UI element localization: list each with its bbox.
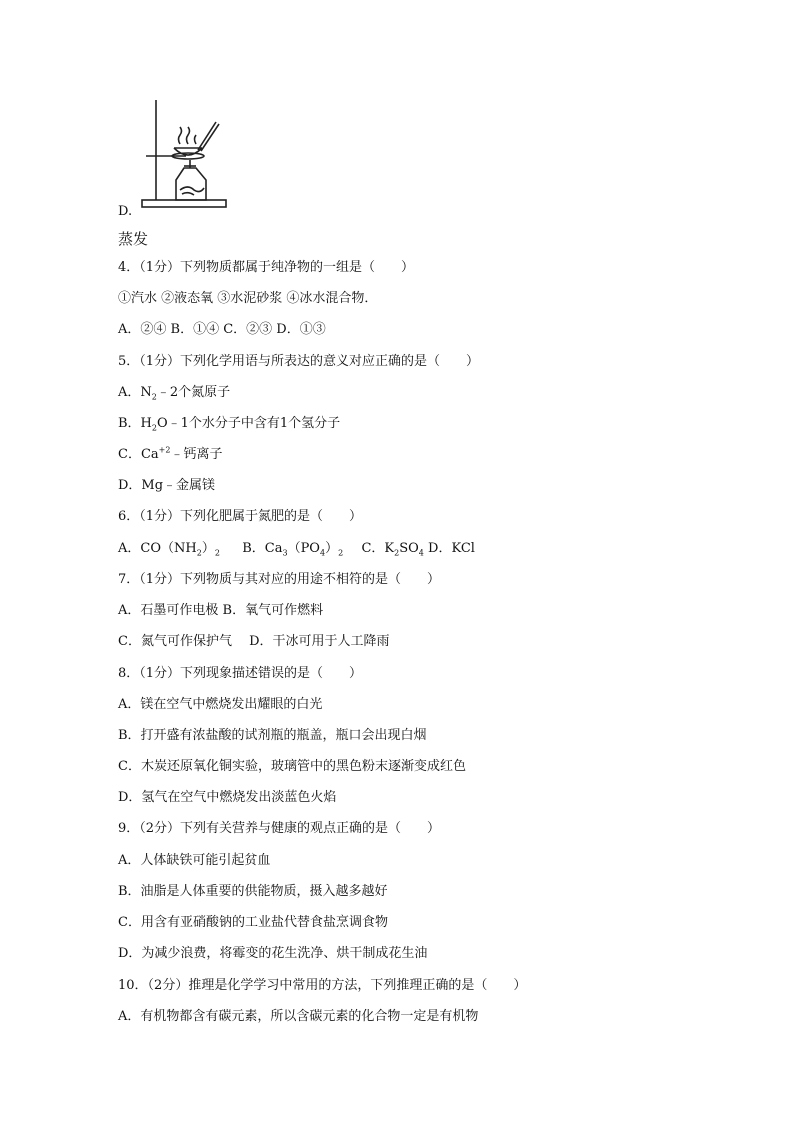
question-5-stem: 5．（1分）下列化学用语与所表达的意义对应正确的是（ ） xyxy=(118,354,480,369)
question-10-option-a: A．有机物都含有碳元素，所以含碳元素的化合物一定是有机物 xyxy=(118,1009,479,1024)
question-7-options-ab: A．石墨可作电极 B．氧气可作燃料 xyxy=(118,603,324,618)
question-7-stem: 7．（1分）下列物质与其对应的用途不相符的是（ ） xyxy=(118,572,441,587)
question-9-option-b: B．油脂是人体重要的供能物质，摄入越多越好 xyxy=(118,884,388,899)
question-8-stem: 8．（1分）下列现象描述错误的是（ ） xyxy=(118,666,363,681)
question-8-option-c: C．木炭还原氧化铜实验，玻璃管中的黑色粉末逐渐变成红色 xyxy=(118,759,466,774)
question-8-option-d: D．氢气在空气中燃烧发出淡蓝色火焰 xyxy=(118,790,337,805)
question-5-option-d: D．Mg﹣金属镁 xyxy=(118,478,216,493)
question-6-option-b: B．$Ca_3(PO_4)_2$ xyxy=(242,541,344,558)
figure-caption: 蒸发 xyxy=(118,230,149,248)
question-10-stem: 10．（2分）推理是化学学习中常用的方法，下列推理正确的是（ ） xyxy=(118,978,527,993)
question-6-option-c: C．$K_2SO_4$ xyxy=(361,541,424,558)
question-5-option-c: C．$Ca^{+2}﹣$钙离子 xyxy=(118,445,223,462)
question-9-option-c: C．用含有亚硝酸钠的工业盐代替食盐烹调食物 xyxy=(118,915,388,930)
question-4-stem: 4．（1分）下列物质都属于纯净物的一组是（ ） xyxy=(118,260,415,275)
figure-option-label: D. xyxy=(118,204,133,219)
question-6-option-d: D．KCl xyxy=(428,541,475,556)
question-9-stem: 9．（2分）下列有关营养与健康的观点正确的是（ ） xyxy=(118,821,441,836)
question-6-options xyxy=(118,540,475,558)
question-8-option-a: A．镁在空气中燃烧发出耀眼的白光 xyxy=(118,697,323,712)
question-4-items: ①汽水 ②液态氧 ③水泥砂浆 ④冰水混合物． xyxy=(118,291,378,306)
question-6-stem: 6．（1分）下列化肥属于氮肥的是（ ） xyxy=(118,509,363,524)
question-5-option-a: A．$N_2﹣2$个氮原子 xyxy=(118,385,231,402)
evaporation-apparatus-figure xyxy=(136,96,236,218)
question-5-option-b: B．$H_2O﹣1$个水分子中含有1个氢分子 xyxy=(118,416,341,433)
question-7-options-cd: C．氮气可作保护气 D．干冰可用于人工降雨 xyxy=(118,634,390,649)
question-4-options: A．②④ B．①④ C．②③ D．①③ xyxy=(118,322,326,337)
question-9-option-d: D．为减少浪费，将霉变的花生洗净、烘干制成花生油 xyxy=(118,946,428,961)
question-9-option-a: A．人体缺铁可能引起贫血 xyxy=(118,853,271,868)
question-8-option-b: B．打开盛有浓盐酸的试剂瓶的瓶盖，瓶口会出现白烟 xyxy=(118,728,427,743)
question-6-option-a: A．$CO(NH_2)_2$ xyxy=(118,541,220,558)
